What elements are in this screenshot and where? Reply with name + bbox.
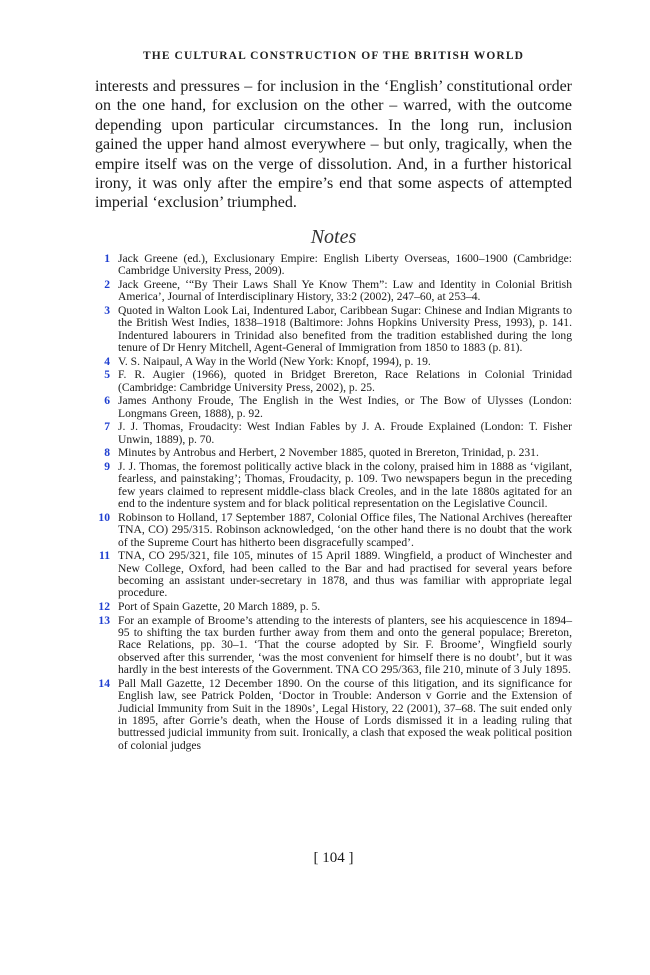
endnote-text: Port of Spain Gazette, 20 March 1889, p. 5.	[118, 600, 321, 614]
endnote	[95, 512, 572, 549]
endnote-number[interactable]: 12	[98, 600, 110, 614]
endnote-number[interactable]: 1	[104, 252, 110, 265]
notes-list	[95, 253, 572, 753]
endnote-text: For an example of Broome’s attending to the interests of planters, see his acquiescence in 1894–95 to shifting the tax burden further away from them and onto the general populace; Brereton, Race Relations, pp. 30–1. ‘That the course adopted by Sir. F. Broome’, Wingfield sourly observed after this surrender, ‘was the most convenient for himself there is no doubt’, but it was hardly in the best interests of the Government. TNA CO 295/363, file 210, minute of 3 July 1895.	[118, 613, 572, 677]
endnote	[95, 447, 572, 459]
page-number: [ 104 ]	[313, 850, 354, 866]
endnote-text: F. R. Augier (1966), quoted in Bridget Brereton, Race Relations in Colonial Trinidad (Cambridge: Cambridge University Press, 2002), p. 25.	[118, 368, 572, 394]
endnote-text: J. J. Thomas, Froudacity: West Indian Fables by J. A. Froude Explained (London: T. Fisher Unwin, 1889), p. 70.	[118, 420, 572, 446]
endnote	[95, 253, 572, 278]
endnote-text: Minutes by Antrobus and Herbert, 2 November 1885, quoted in Brereton, Trinidad, p. 231.	[118, 446, 539, 460]
endnote-number[interactable]: 11	[99, 549, 110, 563]
body-paragraph: interests and pressures – for inclusion in the ‘English’ constitutional order on the one hand, for exclusion on the other – warred, with the outcome depending upon particular circumstances. In the long run, inclusion gained the upper hand almost everywhere – but only, tragically, when the empire itself was on the verge of dissolution. And, in a further historical irony, it was only after the empire’s end that some aspects of attempted imperial ‘exclusion’ triumphed.	[95, 78, 572, 212]
running-head: THE CULTURAL CONSTRUCTION OF THE BRITISH WORLD	[143, 50, 524, 62]
endnote-text: James Anthony Froude, The English in the West Indies, or The Bow of Ulysses (London: Longmans Green, 1888), p. 92.	[118, 394, 572, 420]
endnote	[95, 279, 572, 304]
endnote-text: Robinson to Holland, 17 September 1887, Colonial Office files, The National Archives (hereafter TNA, CO) 295/315. Robinson acknowledged, ‘on the other hand there is no doubt that the work of the Supreme Court has hitherto been disgracefully scamped’.	[118, 510, 572, 549]
notes-heading: Notes	[310, 226, 357, 248]
endnote	[95, 615, 572, 677]
endnote-number[interactable]: 3	[104, 304, 110, 317]
endnote	[95, 550, 572, 600]
endnote-number[interactable]: 2	[104, 278, 110, 291]
endnote-text: TNA, CO 295/321, file 105, minutes of 15 April 1889. Wingfield, a product of Winchester and New College, Oxford, had been called to the Bar and had practised for several years before becoming an assistant under-secretary in 1878, and thus was familiar with appropriate legal procedure.	[118, 549, 572, 600]
endnote-text: Jack Greene, ‘“By Their Laws Shall Ye Know Them”: Law and Identity in Colonial British America’, Journal of Interdisciplinary History, 33:2 (2002), 247–60, at 253–4.	[118, 278, 572, 304]
endnote	[95, 461, 572, 511]
endnote	[95, 356, 572, 368]
endnote-number[interactable]: 5	[104, 368, 110, 382]
endnote	[95, 421, 572, 446]
endnote	[95, 601, 572, 613]
endnote	[95, 678, 572, 752]
endnote	[95, 305, 572, 355]
endnote-number[interactable]: 8	[104, 446, 110, 460]
endnote	[95, 369, 572, 394]
endnote-text: Pall Mall Gazette, 12 December 1890. On the course of this litigation, and its significance for English law, see Patrick Polden, ‘Doctor in Trouble: Anderson v Gorrie and the Extension of Judicial Immunity from Suit in the 1890s’, Legal History, 22 (2001), 37–68. The suit ended only in 1895, after Gorrie’s death, when the House of Lords dismissed it in a leading ruling that buttressed judicial immunity from suit. Ironically, a clash that exposed the weak political position of colonial judges	[118, 676, 572, 752]
endnote-text: J. J. Thomas, the foremost politically active black in the colony, praised him in 1888 as ‘vigilant, fearless, and painstaking’; Thomas, Froudacity, p. 109. Two newspapers begun in the preceding few years claimed to represent middle-class black Creoles, and in the late 1880s agitated for an end to the indenture system and for black political representation on the Legislative Council.	[118, 460, 572, 511]
endnote-number[interactable]: 6	[104, 394, 110, 408]
endnote-number[interactable]: 14	[98, 676, 110, 690]
endnote-number[interactable]: 4	[104, 354, 110, 368]
endnote-number[interactable]: 10	[98, 510, 110, 524]
endnote-text: V. S. Naipaul, A Way in the World (New York: Knopf, 1994), p. 19.	[118, 354, 431, 368]
endnote-text: Jack Greene (ed.), Exclusionary Empire: English Liberty Overseas, 1600–1900 (Cambridge: Cambridge University Press, 2009).	[118, 252, 572, 278]
endnote-number[interactable]: 13	[98, 613, 110, 627]
endnote-text: Quoted in Walton Look Lai, Indentured Labor, Caribbean Sugar: Chinese and Indian Migrants to the British West Indies, 1838–1918 (Baltimore: Johns Hopkins University Press, 1993), p. 141. Indentured labourers in Trinidad also benefited from the tradition established during the long tenure of Dr Henry Mitchell, Agent-General of Immigration from 1850 to 1883 (p. 81).	[118, 304, 572, 355]
endnote	[95, 395, 572, 420]
endnote-number[interactable]: 9	[104, 460, 110, 473]
endnote-number[interactable]: 7	[104, 420, 110, 434]
